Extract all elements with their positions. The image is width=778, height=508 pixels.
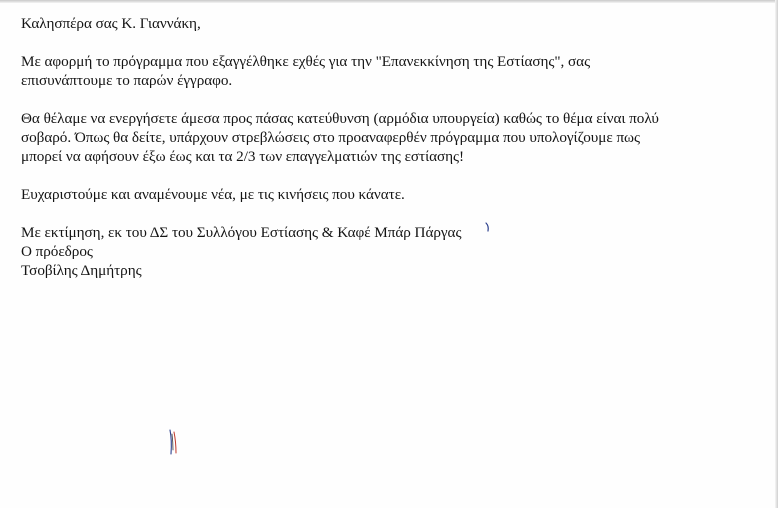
para2-line1: Θα θέλαμε να ενεργήσετε άμεσα προς πάσας κατεύθυνση (αρμόδια υπουργεία) καθώς το θέμα είναι πολύ — [21, 110, 659, 127]
paragraph-gap — [21, 33, 761, 52]
closing-title: Ο πρόεδρος — [21, 243, 93, 260]
para2-line2: σοβαρό. Όπως θα δείτε, υπάρχουν στρεβλώσεις στο προαναφερθέν πρόγραμμα που υπολογίζουμε πως — [21, 129, 640, 146]
pen-mark-icon — [484, 222, 492, 232]
greeting: Καλησπέρα σας Κ. Γιαννάκη, — [21, 15, 201, 32]
para2-line3: μπορεί να αφήσουν έξω έως και τα 2/3 των επαγγελματιών της εστίασης! — [21, 148, 465, 165]
scan-edge-top — [0, 0, 778, 3]
para3-line1: Ευχαριστούμε και αναμένουμε νέα, με τις κινήσεις που κάνατε. — [21, 186, 405, 203]
ink-stroke-icon — [166, 428, 180, 456]
paragraph-gap — [21, 204, 761, 223]
closing-regards: Με εκτίμηση, εκ του ΔΣ του Συλλόγου Εστίασης & Καφέ Μπάρ Πάργας — [21, 224, 462, 241]
para1-line2: επισυνάπτουμε το παρών έγγραφο. — [21, 72, 233, 89]
paragraph-gap — [21, 166, 761, 185]
closing-signatory: Τσοβίλης Δημήτρης — [21, 262, 142, 279]
paragraph-gap — [21, 90, 761, 109]
para1-line1: Με αφορμή το πρόγραμμα που εξαγγέλθηκε εχθές για την "Επανεκκίνηση της Εστίασης", σας — [21, 53, 591, 70]
letter-body — [21, 14, 761, 280]
